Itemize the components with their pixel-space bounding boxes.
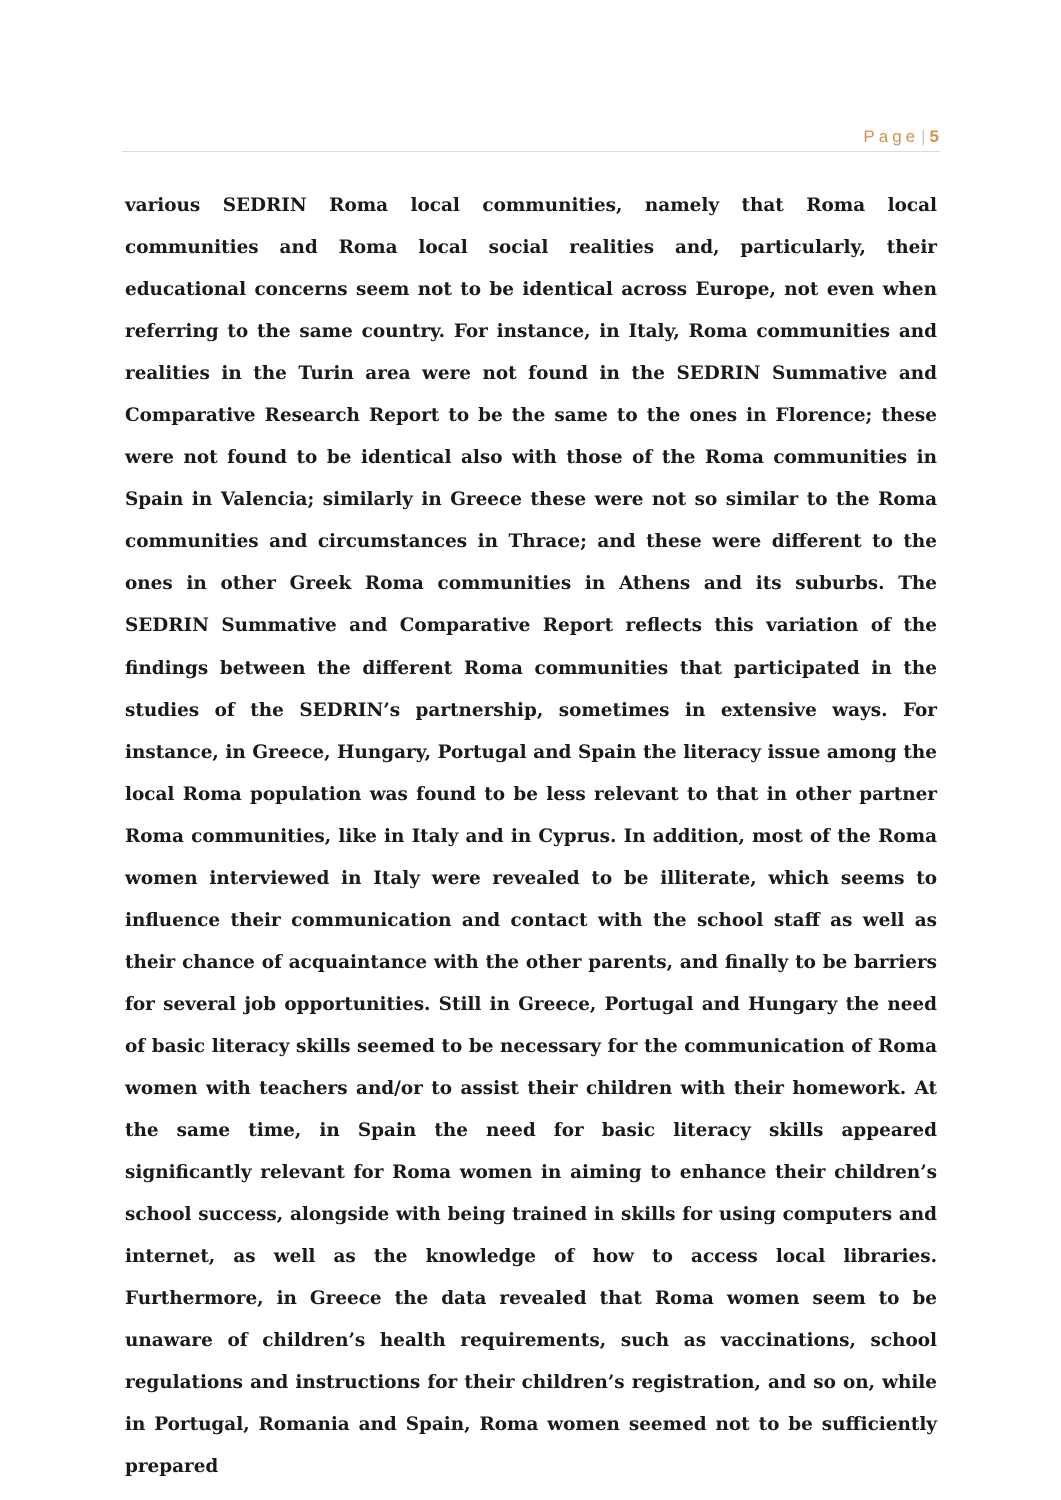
page-header <box>863 127 939 147</box>
body-paragraph: various SEDRIN Roma local communities, namely that Roma local communities and Roma local social realities and, particularly, their educational concerns seem not to be identical across Europe, not even when referring to the same country. For instance, in Italy, Roma communities and realities in the Turin area were not found in the SEDRIN Summative and Comparative Research Report to be the same to the ones in Florence; these were not found to be identical also with those of the Roma communities in Spain in Valencia; similarly in Greece these were not so similar to the Roma communities and circumstances in Thrace; and these were different to the ones in other Greek Roma communities in Athens and its suburbs. The SEDRIN Summative and Comparative Report reflects this variation of the findings between the different Roma communities that participated in the studies of the SEDRIN’s partnership, sometimes in extensive ways. For instance, in Greece, Hungary, Portugal and Spain the literacy issue among the local Roma population was found to be less relevant to that in other partner Roma communities, like in Italy and in Cyprus. In addition, most of the Roma women interviewed in Italy were revealed to be illiterate, which seems to influence their communication and contact with the school staff as well as their chance of acquaintance with the other parents, and finally to be barriers for several job opportunities. Still in Greece, Portugal and Hungary the need of basic literacy skills seemed to be necessary for the communication of Roma women with teachers and/or to assist their children with their homework. At the same time, in Spain the need for basic literacy skills appeared significantly relevant for Roma women in aiming to enhance their children’s school success, alongside with being trained in skills for using computers and internet, as well as the knowledge of how to access local libraries. Furthermore, in Greece the data revealed that Roma women seem to be unaware of children’s health requirements, such as vaccinations, school regulations and instructions for their children’s registration, and so on, while in Portugal, Romania and Spain, Roma women seemed not to be sufficiently prepared <box>125 195 937 1478</box>
page-number: 5 <box>929 127 939 146</box>
header-rule <box>122 151 940 152</box>
page-separator: | <box>921 127 926 146</box>
page-label: Page <box>863 127 920 146</box>
